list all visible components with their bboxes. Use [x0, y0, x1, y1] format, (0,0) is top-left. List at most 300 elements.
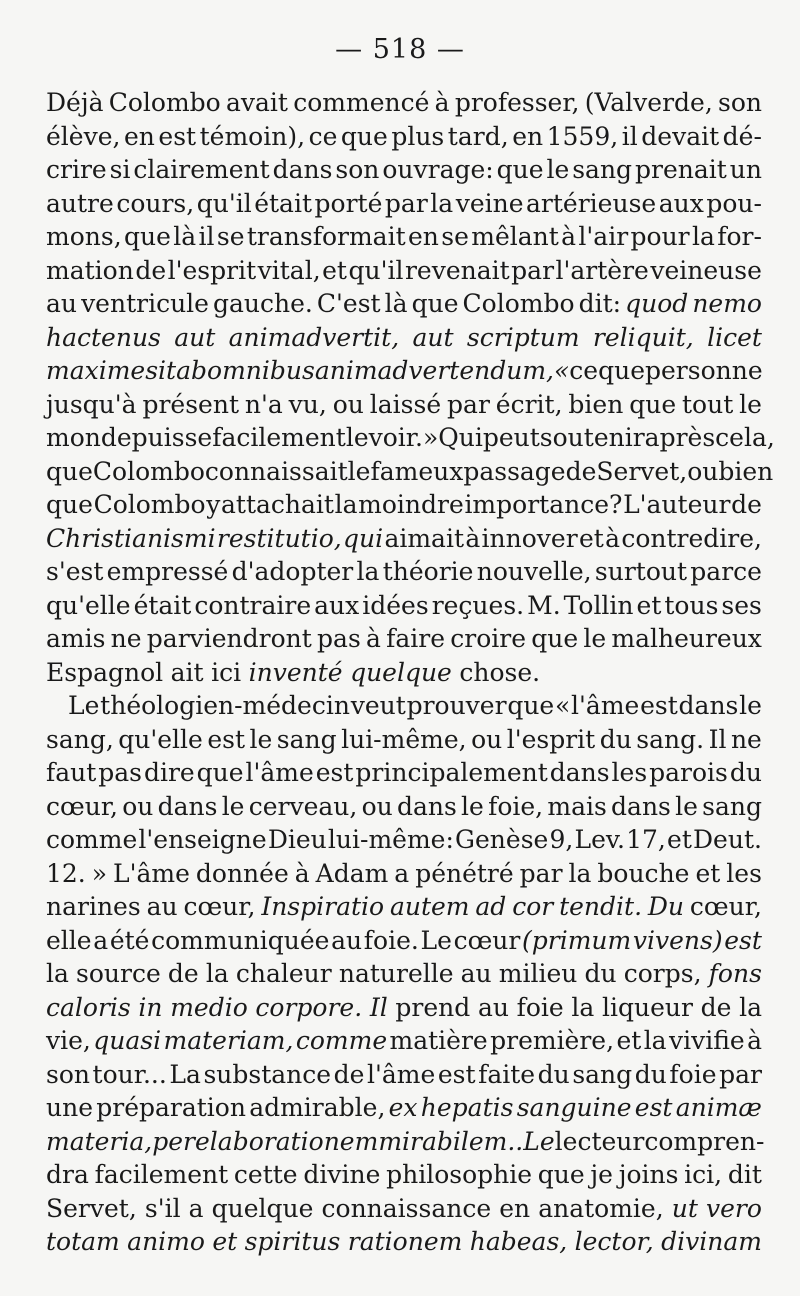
word: hepatis [420, 1093, 514, 1122]
text-line [46, 1091, 762, 1125]
word: la [739, 992, 762, 1022]
word: que [507, 691, 555, 720]
word: qu'il [348, 255, 404, 285]
word: (Valverde, [584, 88, 713, 117]
word: que [46, 490, 93, 519]
word: cela, [715, 423, 775, 452]
text-line [46, 622, 762, 656]
word: l'âme [367, 1059, 436, 1089]
text-line [46, 689, 762, 723]
word: spiritus [244, 1227, 341, 1256]
word: quelque [350, 657, 452, 687]
word: élève, [46, 121, 121, 151]
word: l'esprit [506, 724, 596, 754]
word: parviendront [146, 624, 312, 653]
word: en [512, 121, 544, 151]
word: gauche. [213, 289, 313, 318]
word: vivens) [632, 925, 723, 955]
word: ne [730, 724, 762, 754]
word: importance? [464, 490, 623, 519]
word: les [726, 858, 762, 888]
word: animadvertit, [228, 322, 400, 352]
word: là [384, 289, 408, 318]
word: communiquée [151, 925, 330, 955]
word: Dieu [267, 825, 327, 854]
word: parce [690, 557, 762, 586]
word: lecteur [554, 1126, 645, 1156]
word: peut [482, 423, 540, 452]
word: bouche [597, 858, 690, 888]
word: ses [721, 590, 762, 620]
word: philosophie [386, 1160, 533, 1189]
word: Adam [315, 858, 389, 888]
word: contraire [194, 590, 312, 620]
word: de [731, 490, 762, 519]
word: en [123, 121, 155, 151]
word: dra [46, 1160, 89, 1189]
word: habeas, [469, 1227, 568, 1256]
word: et [578, 523, 604, 553]
word: « [554, 691, 571, 720]
word: la [334, 490, 358, 519]
word: après [644, 423, 716, 452]
word: la [571, 992, 595, 1022]
text-line [46, 153, 762, 187]
word: ou [361, 791, 393, 821]
word: que [496, 155, 544, 184]
word: Lev. [574, 825, 625, 854]
word: animadvertendum, [314, 356, 554, 385]
text-line [46, 354, 762, 388]
word: dit: [578, 289, 622, 318]
word: pas [98, 758, 143, 787]
word: M. [527, 590, 561, 620]
text-line [46, 1192, 762, 1226]
word: veut [350, 691, 406, 720]
text-line [46, 287, 762, 321]
word: du [537, 1059, 570, 1089]
word: matière [389, 1026, 488, 1055]
word: que [196, 758, 244, 787]
word: foie, [488, 791, 544, 821]
word: anatomie, [538, 1193, 664, 1223]
word: laissé [369, 389, 442, 419]
word: pas [317, 624, 361, 653]
word: la [205, 959, 229, 988]
word: revenait [404, 255, 510, 285]
word: ici, [684, 1160, 723, 1189]
word: sang [572, 155, 633, 184]
word: un [729, 155, 762, 184]
word: » [422, 423, 439, 452]
word: crire [46, 155, 107, 184]
word: licet [707, 322, 762, 352]
word: le [546, 155, 570, 184]
word: vital, [257, 255, 321, 285]
word: par [519, 858, 563, 888]
word: tous [664, 590, 719, 620]
word: aimait [384, 523, 465, 553]
word: la [430, 188, 454, 218]
text-line [46, 254, 762, 288]
word: narines [46, 892, 141, 921]
word: cor [512, 892, 554, 921]
text-line [46, 1125, 765, 1159]
word: le [675, 791, 698, 821]
word: ce [308, 121, 338, 151]
word: prend [395, 992, 471, 1022]
word: corpore. [255, 992, 363, 1022]
word: ad [475, 892, 507, 921]
word: nouvelle, [476, 557, 592, 586]
text-line [46, 488, 762, 522]
word: est [207, 724, 245, 754]
word: rationem [347, 1227, 463, 1256]
word: bien [718, 456, 774, 486]
word: facilement [212, 423, 346, 452]
word: lui-même, [341, 724, 467, 754]
word: animo [127, 1227, 205, 1256]
word: Deut. [693, 825, 762, 854]
word: malheureux [611, 624, 762, 653]
word: à [747, 1026, 762, 1055]
word: 9, [549, 825, 574, 854]
word: que [411, 289, 459, 318]
word: ou [471, 724, 503, 754]
text-line [46, 957, 762, 991]
word: medio [170, 992, 248, 1022]
word: passage [463, 456, 566, 486]
word: était [254, 188, 313, 218]
word: elle [46, 925, 92, 955]
word: à [465, 523, 481, 553]
word: (primum [522, 925, 632, 955]
word: aux [314, 590, 360, 620]
word: n'a [244, 389, 283, 419]
word: mais [547, 791, 607, 821]
word: contredire, [621, 523, 762, 553]
word: veineuse [650, 255, 762, 285]
word: a [394, 858, 410, 888]
word: sang. [636, 724, 705, 754]
word: dans [678, 691, 739, 720]
word: écrit, [495, 389, 563, 419]
word: Du [647, 892, 685, 921]
word: reçues. [431, 590, 525, 620]
word: cœur, [183, 892, 256, 921]
word: du [729, 758, 762, 787]
text-line [46, 723, 762, 757]
text-line [46, 1225, 762, 1259]
word: dit [727, 1160, 762, 1189]
word: au [46, 289, 78, 318]
word: le [345, 423, 369, 452]
word: et [667, 825, 692, 854]
word: aut [412, 322, 454, 352]
word: ne [110, 624, 142, 653]
word: principalement [355, 758, 548, 787]
word: avait [226, 88, 288, 117]
word: de [167, 959, 199, 988]
word: corps, [623, 959, 702, 988]
word: foie. [363, 925, 419, 955]
word: scriptum [466, 322, 580, 352]
word: ventricule [81, 289, 209, 318]
text-line [46, 388, 762, 422]
word: par [384, 188, 428, 218]
word: vero [705, 1193, 762, 1223]
word: Colombo [462, 289, 575, 318]
word: divine [303, 1160, 381, 1189]
word: Il [369, 992, 388, 1022]
word: totam [46, 1227, 120, 1256]
word: pou- [706, 188, 762, 218]
word: autre [46, 188, 114, 218]
word: quod [625, 289, 689, 318]
word: ut [671, 1193, 698, 1223]
word: elaborationem [195, 1126, 379, 1156]
word: prenait [635, 155, 727, 184]
word: in [138, 992, 163, 1022]
word: connaissance [321, 1193, 492, 1223]
word: omnibus [207, 356, 315, 385]
word: mons, [46, 222, 122, 251]
word: parois [649, 758, 728, 787]
word: » [91, 858, 108, 888]
word: dans [396, 791, 457, 821]
word: pénétré [415, 858, 514, 888]
word: lector, [574, 1227, 654, 1256]
word: mêlant [471, 222, 559, 251]
word: est [724, 925, 762, 955]
word: l'artère [555, 255, 649, 285]
word: sang [702, 791, 762, 821]
word: aut [174, 322, 216, 352]
word: idées [362, 590, 429, 620]
text-line [46, 555, 762, 589]
word: est [640, 691, 678, 720]
word: Déjà [46, 88, 104, 117]
word: « [554, 356, 570, 385]
word: milieu [498, 959, 578, 988]
word: connaissait [204, 456, 348, 486]
word: compren- [644, 1126, 765, 1156]
word: Le [523, 1126, 555, 1156]
word: professer, [454, 88, 580, 117]
word: été [109, 925, 150, 955]
word: mation [46, 255, 134, 285]
word: foie [669, 1059, 717, 1089]
word: en [499, 1193, 531, 1223]
word: comme [46, 825, 138, 854]
word: joins [618, 1160, 679, 1189]
word: du [584, 959, 617, 988]
word: était [133, 590, 192, 620]
word: porté [314, 188, 383, 218]
word: ait [170, 657, 204, 687]
word: faut [46, 758, 97, 787]
word: C'est [316, 289, 381, 318]
text-line [46, 823, 762, 857]
word: dans [549, 758, 610, 787]
word: théologien-médecin [100, 691, 350, 720]
word: que [537, 1160, 585, 1189]
word: voir. [368, 423, 423, 452]
word: son [335, 155, 380, 184]
word: à [366, 624, 381, 653]
word: tour... [92, 1059, 167, 1089]
word: Colombo [108, 88, 221, 117]
text-line [46, 756, 762, 790]
word: se [216, 222, 245, 251]
word: que [531, 624, 579, 653]
word: son [46, 1059, 90, 1089]
word: s'est [46, 557, 104, 586]
word: de [565, 456, 597, 486]
word: au [331, 925, 363, 955]
word: qui [343, 523, 384, 553]
word: substance [203, 1059, 332, 1089]
word: là [173, 222, 197, 251]
word: maxime [46, 356, 146, 385]
word: vie, [46, 1026, 91, 1055]
word: quelque [211, 1193, 314, 1223]
word: jusqu'à [46, 389, 137, 419]
word: mirabilem.. [378, 1126, 524, 1156]
word: et [322, 255, 347, 285]
word: dé- [722, 121, 762, 151]
text-line [46, 220, 762, 254]
word: surtout [594, 557, 688, 586]
word: lui-même: [327, 825, 454, 854]
word: le [347, 456, 371, 486]
word: Colombo [92, 456, 205, 486]
word: et [636, 590, 662, 620]
word: quasi [93, 1026, 162, 1055]
word: tendit. [559, 892, 643, 921]
word: Il [708, 724, 727, 754]
text-line [46, 455, 774, 489]
word: bien [568, 389, 624, 419]
word: La [169, 1059, 201, 1089]
word: amis [46, 624, 106, 653]
word: par [447, 389, 490, 419]
word: cours, [116, 188, 195, 218]
word: le [461, 791, 484, 821]
word: que [629, 389, 677, 419]
word: est [158, 121, 197, 151]
word: artérieuse [526, 188, 657, 218]
word: faite [478, 1059, 536, 1089]
word: donnée [195, 858, 289, 888]
word: Qui [438, 423, 483, 452]
word: ouvrage: [382, 155, 494, 184]
word: tout [682, 389, 734, 419]
word: naturelle [338, 959, 454, 988]
word: si [109, 155, 131, 184]
body-text [46, 86, 775, 1259]
word: une [46, 1093, 93, 1122]
word: en [407, 222, 439, 251]
word: ou [687, 456, 719, 486]
word: dans [157, 791, 218, 821]
word: pour [630, 222, 690, 251]
word: se [441, 222, 469, 251]
word: première, [490, 1026, 615, 1055]
word: fameux [370, 456, 464, 486]
word: clairement [133, 155, 270, 184]
word: il [198, 222, 215, 251]
word: Christianismi [46, 523, 216, 553]
word: l'âme [571, 691, 640, 720]
word: cerveau, [248, 791, 358, 821]
text-line [46, 321, 762, 355]
word: fons [708, 959, 762, 988]
word: Servet, [46, 1193, 137, 1223]
word: les [611, 758, 648, 787]
word: du [599, 724, 632, 754]
word: ou [122, 791, 154, 821]
word: le [249, 724, 273, 754]
word: sang, [46, 724, 114, 754]
text-line [46, 890, 762, 924]
word: personne [645, 356, 763, 385]
word: transformait [246, 222, 406, 251]
word: et [695, 858, 721, 888]
text-line [46, 589, 762, 623]
word: témoin), [199, 121, 306, 151]
word: soutenir [539, 423, 645, 452]
word: croire [450, 624, 526, 653]
word: a [188, 1193, 204, 1223]
word: l'âme [245, 758, 314, 787]
word: commencé [293, 88, 430, 117]
word: Colombo [93, 490, 206, 519]
word: au [146, 892, 178, 921]
word: foie [516, 992, 564, 1022]
word: qu'elle [46, 590, 131, 620]
word: théorie [382, 557, 474, 586]
word: y [206, 490, 221, 519]
word: la [356, 557, 380, 586]
word: au [460, 959, 492, 988]
word: qu'elle [118, 724, 203, 754]
word: autem [389, 892, 470, 921]
word: l'enseigne [138, 825, 267, 854]
word: son [718, 88, 762, 117]
word: à [294, 858, 310, 888]
word: que [598, 356, 645, 385]
word: innover [481, 523, 578, 553]
word: à [434, 88, 450, 117]
word: sit [145, 356, 177, 385]
word: ce [569, 356, 599, 385]
word: l'esprit [167, 255, 257, 285]
word: Genèse [455, 825, 549, 854]
text-line [46, 1024, 762, 1058]
word: cœur [453, 925, 521, 955]
word: cœur, [46, 791, 118, 821]
word: il [621, 121, 638, 151]
text-line [46, 187, 762, 221]
word: à [561, 222, 577, 251]
text-line [46, 522, 762, 556]
word: dans [272, 155, 333, 184]
word: veine [455, 188, 524, 218]
word: Tollin [563, 590, 634, 620]
word: hactenus [46, 322, 161, 352]
word: dire [143, 758, 195, 787]
